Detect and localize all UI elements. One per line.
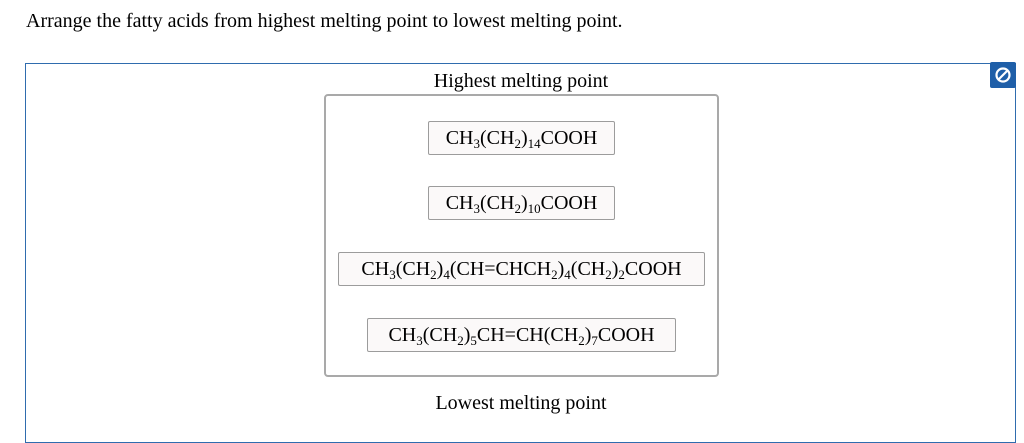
chip-palmitic-acid[interactable] <box>428 121 615 155</box>
chip-text: $CH_3(CH_2)_{14}COOH$ <box>445 127 598 151</box>
chip-lauric-acid[interactable] <box>428 186 615 220</box>
chip-text: $CH_3(CH_2)_4(CH=CHCH_2)_4(CH_2)_2COOH$ <box>361 258 682 282</box>
lowest-label: Lowest melting point <box>435 392 607 414</box>
question-text: Arrange the fatty acids from highest melting point to lowest melting point. <box>26 10 623 32</box>
chip-text: $CH_3(CH_2)_{10}COOH$ <box>445 192 598 216</box>
chip-palmitoleic-acid[interactable] <box>367 318 676 352</box>
highest-label: Highest melting point <box>433 70 609 92</box>
chip-text: $CH_3(CH_2)_5CH=CH(CH_2)_7COOH$ <box>388 324 655 348</box>
chip-linoleic-acid[interactable] <box>338 252 705 286</box>
